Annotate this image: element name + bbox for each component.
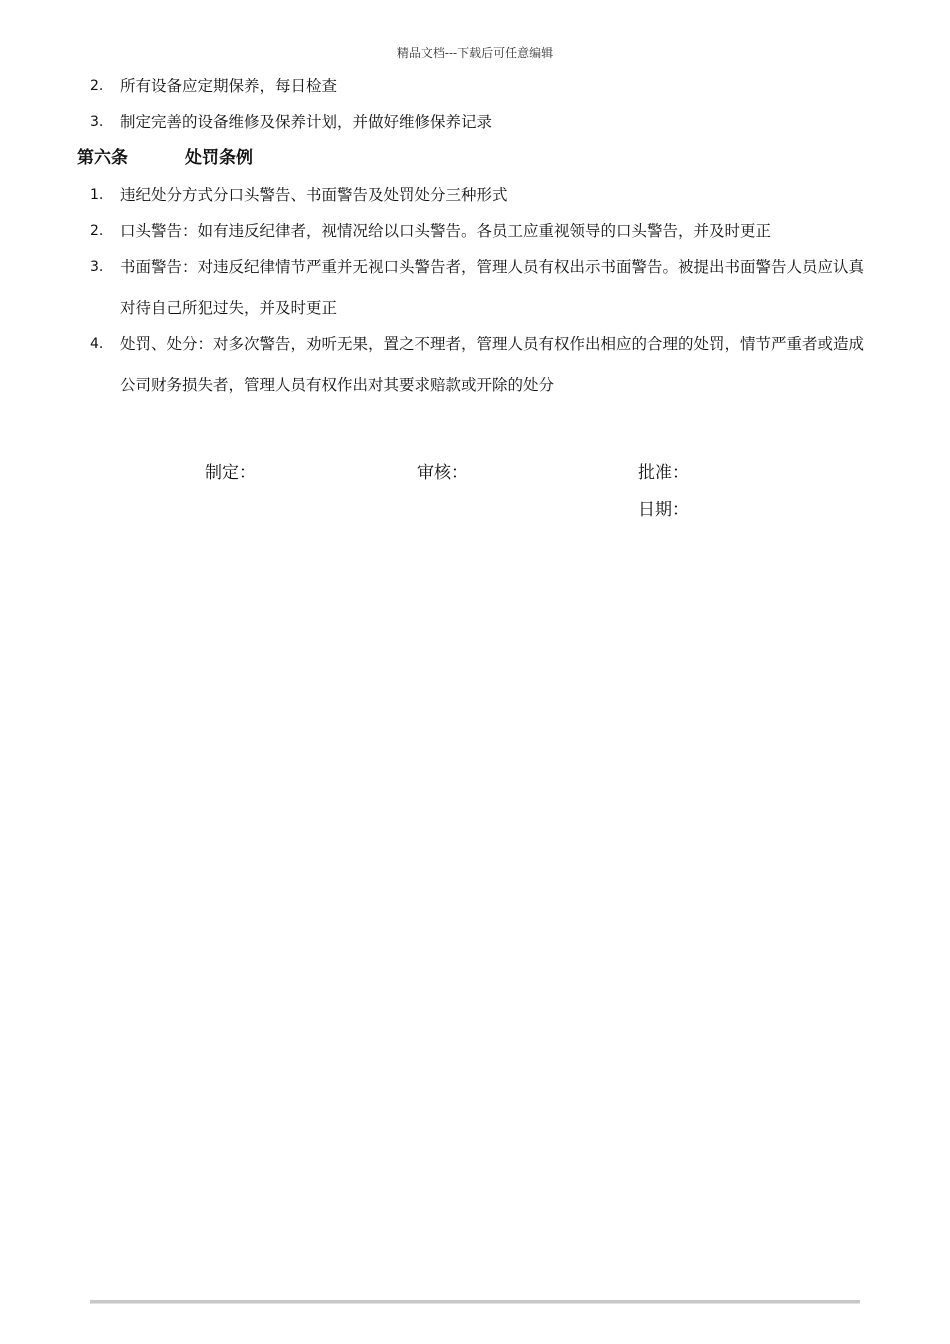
list-item-number: 1. — [90, 187, 104, 203]
made-by-label: 制定： — [205, 463, 256, 483]
list-item-number: 2. — [90, 223, 104, 239]
list-item — [90, 211, 870, 252]
list-item — [90, 247, 870, 329]
page-header: 精品文档---下载后可任意编辑 — [396, 46, 554, 60]
section-number: 第六条 — [77, 148, 128, 168]
list-item-text: 口头警告：如有违反纪律者，视情况给以口头警告。各员工应重视领导的口头警告，并及时更正 — [120, 222, 772, 240]
list-item-number: 4. — [90, 336, 104, 352]
list-item-text: 制定完善的设备维修及保养计划，并做好维修保养记录 — [120, 113, 493, 131]
footer-divider — [90, 1300, 860, 1304]
approved-by-label: 批准： — [638, 463, 689, 483]
list-item — [90, 324, 870, 406]
list-item-number: 3. — [90, 114, 104, 130]
list-item-text: 违纪处分方式分口头警告、书面警告及处罚处分三种形式 — [120, 186, 508, 204]
list-item-number: 2. — [90, 78, 104, 94]
list-item-text: 处罚、处分：对多次警告，劝听无果，置之不理者，管理人员有权作出相应的合理的处罚，情节严重者或造成公司财务损失者，管理人员有权作出对其要求赔款或开除的处分 — [120, 335, 865, 394]
list-item-text: 书面警告：对违反纪律情节严重并无视口头警告者，管理人员有权出示书面警告。被提出书面警告人员应认真对待自己所犯过失，并及时更正 — [120, 258, 865, 317]
list-item-number: 3. — [90, 259, 104, 275]
list-item — [90, 175, 870, 216]
section-title: 处罚条例 — [185, 148, 253, 168]
list-item — [90, 102, 870, 143]
list-item — [90, 66, 870, 107]
section-heading — [77, 146, 253, 170]
list-item-text: 所有设备应定期保养，每日检查 — [120, 77, 338, 95]
reviewed-by-label: 审核： — [417, 463, 468, 483]
date-label: 日期： — [638, 500, 689, 520]
